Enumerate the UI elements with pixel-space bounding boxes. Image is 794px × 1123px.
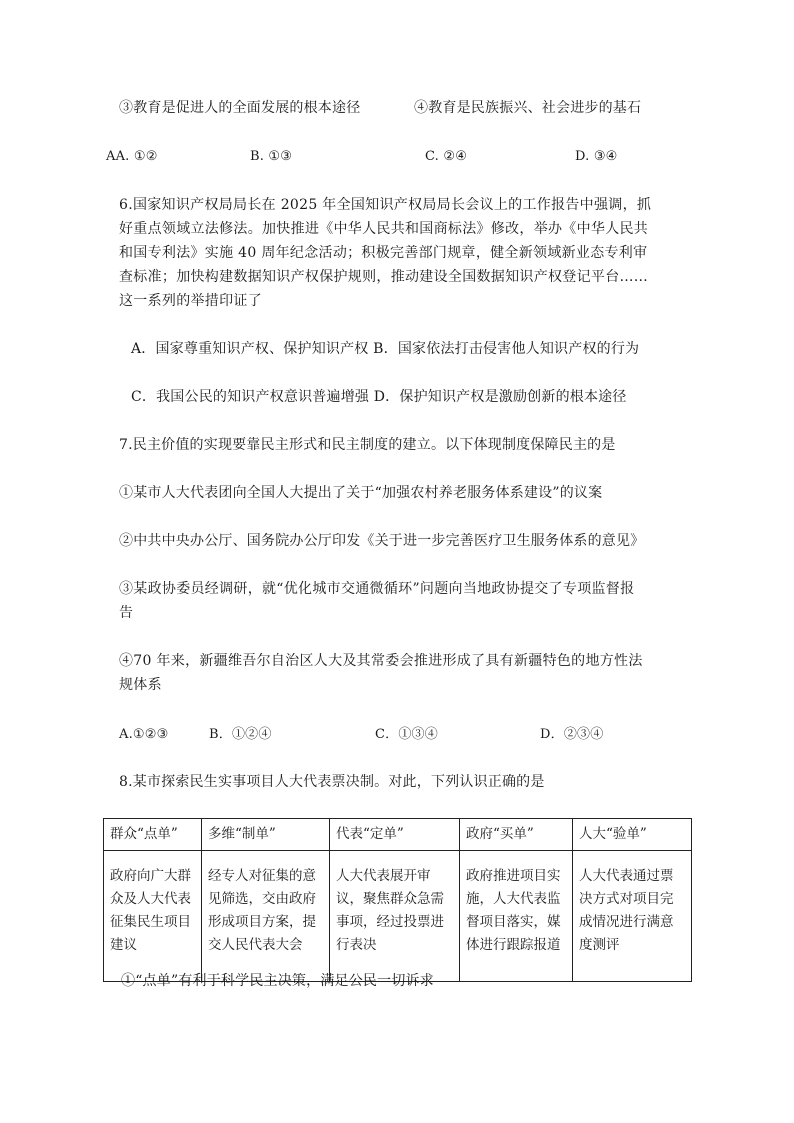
q8-stem: 8.某市探索民生实事项目人大代表票决制。对此，下列认识正确的是 [119, 774, 545, 790]
q8-cell-line: 人大代表展开审 [336, 868, 431, 884]
q6-options-row-2: C．我国公民的知识产权意识普遍增强 D．保护知识产权是激励创新的根本途径 [131, 389, 627, 405]
q8-cell-line: 施，人大代表监 [466, 891, 561, 907]
q7-item-4-line: ④70 年来，新疆维吾尔自治区人大及其常委会推进形成了具有新疆特色的地方性法 [119, 653, 643, 669]
q6-options-row-1: A．国家尊重知识产权、保护知识产权 B．国家依法打击侵害他人知识产权的行为 [131, 341, 640, 357]
q7-item-4 [119, 649, 643, 697]
q8-cell-line: 众及人大代表 [110, 891, 191, 907]
q8-cell-line: 征集民生项目 [110, 914, 191, 930]
q7-item-1: ①某市人大代表团向全国人大提出了关于“加强农村养老服务体系建设”的议案 [119, 485, 603, 501]
q6-stem-line: 好重点领域立法修法。加快推进《中华人民共和国商标法》修改，举办《中华人民共 [119, 221, 649, 237]
q8-table-cell [202, 851, 330, 982]
q5-item-3: ③教育是促进人的全面发展的根本途径 [119, 100, 361, 116]
q8-cell-line: 交人民代表大会 [208, 937, 303, 953]
q8-table-body-row [104, 851, 692, 982]
q7-option-a: A.①②③ [119, 727, 169, 742]
q8-cell-line: 事项，经过投票进 [336, 914, 444, 930]
q8-table-cell [460, 851, 573, 982]
q5-item-4: ④教育是民族振兴、社会进步的基石 [414, 100, 642, 116]
q7-stem: 7.民主价值的实现要靠民主形式和民主制度的建立。以下体现制度保障民主的是 [119, 437, 616, 453]
q8-cell-line: 行表决 [336, 937, 377, 953]
q8-table-header: 人大“验单” [573, 819, 692, 851]
q8-cell-line: 政府向广大群 [110, 868, 191, 884]
q6-stem-line: 查标准；加快构建数据知识产权保护规则，推动建设全国数据知识产权登记平台…… [119, 269, 649, 285]
q6-stem [119, 193, 651, 313]
q8-cell-line: 度测评 [579, 937, 620, 953]
q5-option-a: AA. ①② [106, 149, 158, 164]
q7-item-4-line: 规体系 [119, 677, 162, 693]
q8-table-cell [573, 851, 692, 982]
q8-table-cell [104, 851, 202, 982]
q8-cell-line: 政府推进项目实 [466, 868, 561, 884]
q7-option-d: D．②③④ [540, 727, 604, 742]
q8-cell-line: 决方式对项目完 [579, 891, 674, 907]
q8-cell-line: 见筛选，交由政府 [208, 891, 316, 907]
q8-cell-line: 成情况进行满意 [579, 914, 674, 930]
q6-stem-line: 和国专利法》实施 40 周年纪念活动；积极完善部门规章，健全新领域新业态专利审 [119, 245, 648, 261]
q5-option-b: B. ①③ [250, 149, 293, 164]
q8-cell-line: 形成项目方案，提 [208, 914, 316, 930]
q6-stem-line: 6.国家知识产权局局长在 2025 年全国知识产权局局长会议上的工作报告中强调，抓 [119, 197, 652, 213]
q8-cell-line: 经专人对征集的意 [208, 868, 316, 884]
q6-stem-line: 这一系列的举措印证了 [119, 293, 262, 309]
q7-item-3-line: 告 [119, 605, 134, 621]
q8-table [103, 818, 692, 982]
q7-option-c: C．①③④ [375, 727, 438, 742]
q8-table-cell [330, 851, 460, 982]
q8-cell-line: 人大代表通过票 [579, 868, 674, 884]
q5-option-d: D. ③④ [575, 149, 618, 164]
q8-cell-line: 督项目落实，媒 [466, 914, 561, 930]
q7-item-3 [119, 577, 634, 625]
q5-option-c: C. ②④ [425, 149, 468, 164]
q8-table-header: 多维“制单” [202, 819, 330, 851]
q8-cell-line: 体进行跟踪报道 [466, 937, 561, 953]
q8-item-1: ①“点单”有利于科学民主决策，满足公民一切诉求 [121, 973, 434, 989]
q8-cell-line: 建议 [110, 937, 137, 953]
q7-option-b: B．①②④ [209, 727, 272, 742]
q8-table-header: 政府“买单” [460, 819, 573, 851]
q8-table-header: 群众“点单” [104, 819, 202, 851]
q8-table-header-row [104, 819, 692, 851]
q7-item-2: ②中共中央办公厅、国务院办公厅印发《关于进一步完善医疗卫生服务体系的意见》 [119, 533, 645, 549]
q8-table-header: 代表“定单” [330, 819, 460, 851]
q8-cell-line: 议，聚焦群众急需 [336, 891, 444, 907]
q7-item-3-line: ③某政协委员经调研，就“优化城市交通微循环”问题向当地政协提交了专项监督报 [119, 581, 635, 597]
